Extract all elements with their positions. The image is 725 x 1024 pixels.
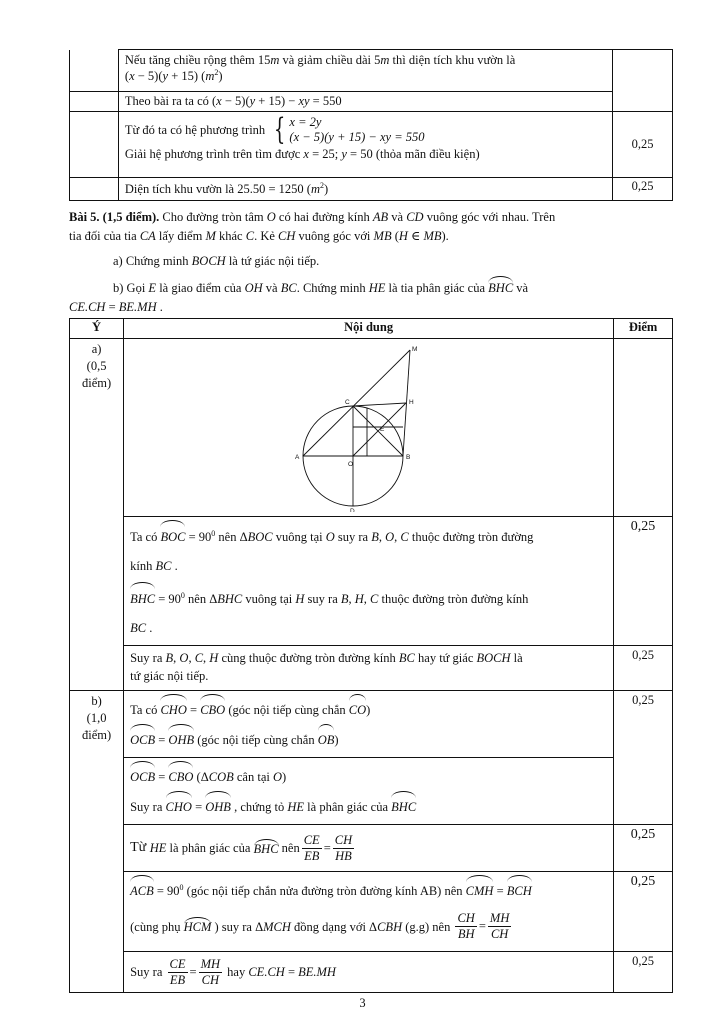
score-b1: 0,25 [614,691,673,825]
score-b4: 0,25 [614,872,673,952]
score-a1: 0,25 [614,517,673,646]
system-of-equations: { x = 2y (x − 5)(y + 15) − xy = 550 [274,112,425,147]
step-b2-line-2: Suy ra CHO = OHB , chứng tỏ HE là phân giác của BHC [130,791,607,821]
header-content: Nội dung [124,319,614,339]
label-d: D [350,508,355,512]
part-b-points-unit: điểm) [81,728,112,743]
part-b-step-2 [124,758,614,825]
part-b-step-1 [124,691,614,758]
fraction-mh-ch: $\frac{MH}{CH}$ [489,910,510,941]
fraction-ch-bh: $\frac{CH}{BH}$ [457,910,475,941]
line-new-area: (x − 5)(y + 15) $(m^2)$ [124,68,223,84]
fraction-ce-eb-2: $\frac{CE}{EB}$ [169,956,186,987]
problem-statement [69,208,673,317]
step-a2-line-1: Suy ra B, O, C, H cùng thuộc đường tròn đường kính BC hay tứ giác BOCH là [130,651,523,666]
part-b-statement-2: CE.CH = BE.MH . [69,300,163,314]
fraction-mh-ch-2: $\frac{MH}{CH}$ [200,956,221,987]
problem-heading: Bài 5. (1,5 điểm). [69,210,160,224]
row-area-result: Diện tích khu vườn là 25.50 = 1250 $(m^2)$ [118,178,612,201]
step-b1-line-2: OCB = OHB (góc nội tiếp cùng chắn OB) [130,724,607,754]
step-b1-line-1: Ta có CHO = CBO (góc nội tiếp cùng chắn CO) [130,694,607,724]
line-am [303,350,410,456]
part-a-points: (0,5 [86,359,107,373]
row-system [118,112,612,178]
label-e: E [380,426,385,433]
page-number: 3 [359,996,366,1010]
label-o: O [348,461,354,468]
part-a-points-unit: điểm) [81,376,112,390]
score-a2: 0,25 [614,646,673,691]
part-a-letter: a) [91,342,102,356]
part-b-step-3: Từ HE là phân giác của BHC nên $\frac{CE}{EB}$ = $\frac{CH}{HB}$ [124,825,614,872]
step-a1-line-1: Ta có BOC = $90^0$ nên ΔBOC vuông tại O suy ra B, O, C thuộc đường tròn đường [130,519,607,552]
score-b5: 0,25 [614,952,673,993]
step-b4-line-2: (cùng phụ HCM ) suy ra ΔMCH đồng dạng với ΔCBH (g.g) nên $\frac{CH}{BH}$ = $\frac{MH}{CH}$ [130,910,510,941]
line-ch [353,403,406,406]
system-intro: Từ đó ta có hệ phương trình [124,122,269,137]
row-area-expression [118,50,612,92]
part-b-points: (1,0 [86,711,107,726]
part-a-label [70,339,124,691]
step-b4-line-1: ACB = $90^0$ (góc nội tiếp chắn nửa đường tròn đường kính AB) nên CMH = BCH [130,875,607,904]
line-width-increase: Nếu tăng chiều rộng thêm 15m và giảm chiều dài 5m thì diện tích khu vườn là [124,53,516,67]
figure-cell [124,339,614,517]
step-a1-line-4: BC . [130,621,153,636]
part-b-step-5: Suy ra $\frac{CE}{EB}$ = $\frac{MH}{CH}$ hay CE.CH = BE.MH [124,952,614,993]
label-b: B [406,454,411,461]
header-score: Điểm [614,319,673,339]
step-a1-line-3: BHC = $90^0$ nên ΔBHC vuông tại H suy ra B, H, C thuộc đường tròn đường kính [130,581,607,614]
step-a2-line-2: tứ giác nội tiếp. [130,669,209,684]
step-b2-line-1: OCB = CBO (ΔCOB cân tại O) [130,761,607,791]
part-b-step-4 [124,872,614,952]
label-c: C [345,399,350,406]
part-a-statement: a) Chứng minh BOCH là tứ giác nội tiếp. [113,254,320,268]
problem-line-2: tia đối của tia CA lấy điểm M khác C. Kẻ CH vuông góc với MB (H ∈ MB). [69,229,449,243]
problem-line-1: Bài 5. (1,5 điểm). Cho đường tròn tâm O có hai đường kính AB và CD vuông góc với nhau. Trên [69,210,556,224]
label-a: A [295,454,300,461]
step-a1-line-2: kính BC . [130,559,178,574]
header-part: Ý [70,319,124,339]
row-equation: Theo bài ra ta có (x − 5)(y + 15) − xy = 550 [118,92,612,112]
score-b3: 0,25 [614,825,673,872]
system-solution: Giải hệ phương trình trên tìm được x = 25; y = 50 (thỏa mãn điều kiện) [124,147,480,161]
part-b-label [70,691,124,993]
part-b-letter: b) [91,694,102,709]
label-h: H [409,399,414,406]
part-a-step-1 [124,517,614,646]
fraction-ch-hb: $\frac{CH}{HB}$ [334,832,353,863]
score-system: 0,25 [613,112,673,178]
label-m: M [412,346,418,353]
part-a-step-2 [124,646,614,691]
previous-solution-table [69,49,673,201]
score-area: 0,25 [613,178,673,201]
part-b-statement: b) Gọi E là giao điểm của OH và BC. Chứng minh HE là tia phân giác của BHC và [69,276,673,298]
solution-table [69,318,673,993]
fraction-ce-eb: $\frac{CE}{EB}$ [303,832,320,863]
geometry-figure [124,339,613,512]
